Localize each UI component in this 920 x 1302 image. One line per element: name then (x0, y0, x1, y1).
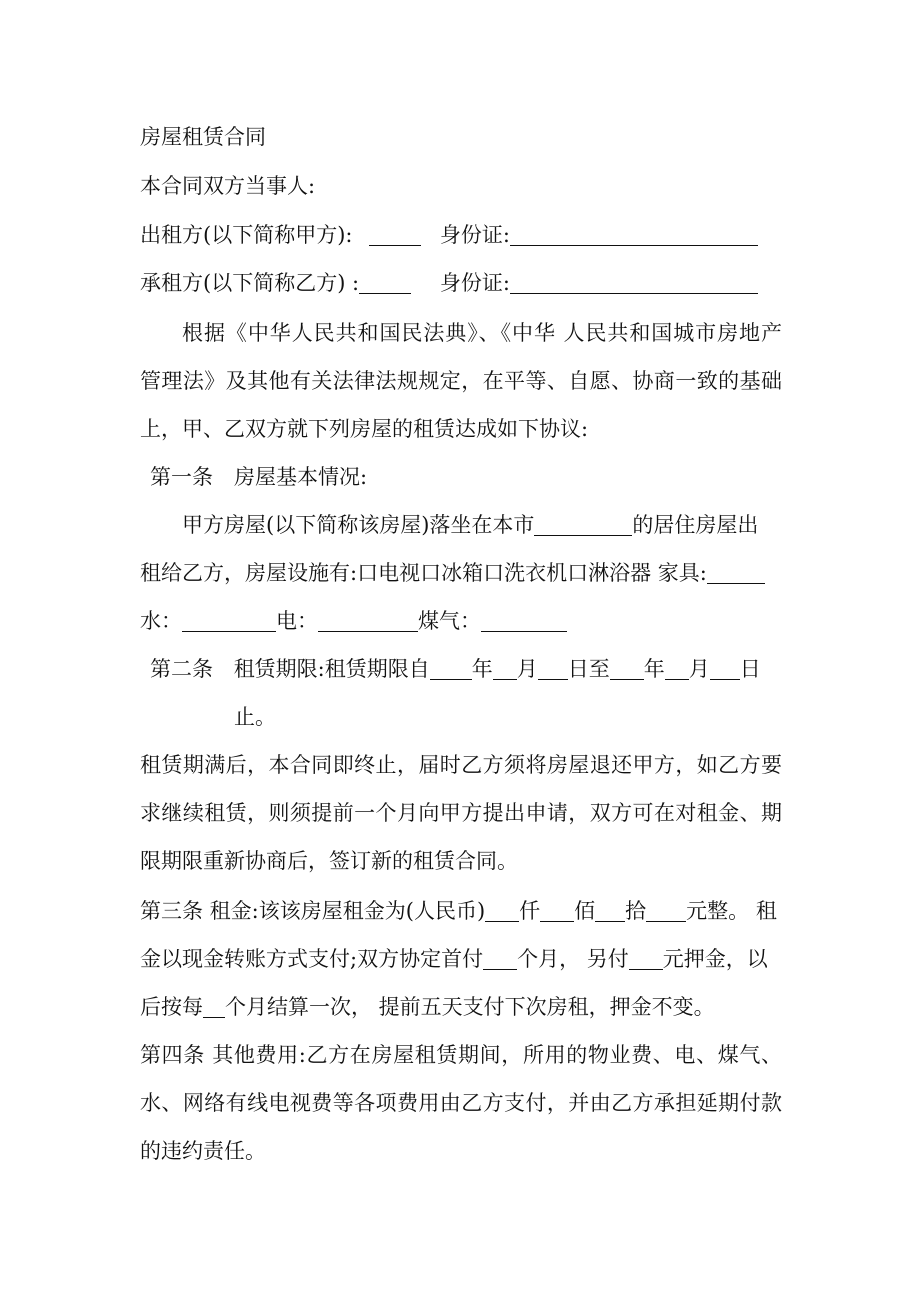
lessor-id-label: 身份证: (439, 223, 510, 247)
gas-label: 煤气： (418, 609, 481, 633)
electricity-blank (318, 609, 418, 632)
article3-settle-text: 后按每 (140, 995, 203, 1019)
gas-blank (481, 609, 567, 632)
lessee-id-blank (510, 271, 758, 294)
article2-period-line (150, 654, 761, 684)
article3-rent-text: 第三条 租金:该该房屋租金为(人民币) (140, 899, 486, 923)
article2-body-line: 限期限重新协商后，签订新的租赁合同。 (140, 849, 518, 873)
article2-heading: 第二条 (150, 657, 213, 681)
end-day-blank (710, 657, 740, 680)
start-year-blank (430, 657, 472, 680)
end-year-blank (610, 657, 644, 680)
lessor-line (140, 220, 758, 250)
bai-unit: 佰 (574, 899, 596, 923)
article1-line3 (140, 606, 567, 636)
article2-period-text: 租赁期限:租赁期限自 (233, 657, 430, 681)
lessee-line (140, 268, 758, 298)
first-payment-months-blank (483, 947, 517, 970)
month-unit: 月 (688, 657, 710, 681)
article4-line: 水、网络有线电视费等各项费用由乙方支付，并由乙方承担延期付款 (140, 1091, 782, 1115)
article3-rent-suffix: 元整。 租 (686, 899, 777, 923)
rent-qian-blank (485, 899, 519, 922)
article4-line: 的违约责任。 (140, 1139, 266, 1163)
lessee-id-label: 身份证: (439, 271, 510, 295)
year-unit: 年 (471, 657, 493, 681)
day-unit: 日 (739, 657, 761, 681)
preamble-line: 管理法》及其他有关法律法规规定，在平等、自愿、协商一致的基础 (140, 369, 782, 393)
end-month-blank (665, 657, 689, 680)
article3-settle-suffix: 个月结算一次， 提前五天支付下次房租，押金不变。 (225, 995, 715, 1019)
settle-months-blank (203, 995, 225, 1018)
rent-bai-blank (540, 899, 574, 922)
article1-facilities-text: 租给乙方，房屋设施有:口电视口冰箱口洗衣机口淋浴器 家具: (140, 561, 707, 585)
rent-shi-blank (595, 899, 625, 922)
parties-intro: 本合同双方当事人: (140, 174, 316, 198)
furniture-blank (707, 561, 765, 584)
document-title: 房屋租赁合同 (140, 125, 266, 149)
article2-body-line: 租赁期满后，本合同即终止，届时乙方须将房屋退还甲方，如乙方要 (140, 753, 782, 777)
article1-location-text: 甲方房屋(以下简称该房屋)落坐在本市 (182, 513, 535, 537)
article3-line2 (140, 944, 768, 974)
lessor-id-blank (510, 223, 758, 246)
year-unit: 年 (643, 657, 665, 681)
article1-heading: 第一条 房屋基本情况: (150, 465, 368, 489)
article4-line: 第四条 其他费用:乙方在房屋租赁期间，所用的物业费、电、煤气、 (140, 1043, 782, 1067)
article3-deposit-suffix: 元押金，以 (662, 947, 768, 971)
electricity-label: 电： (276, 609, 318, 633)
article3-line3 (140, 992, 715, 1022)
water-label: 水： (140, 609, 182, 633)
preamble-line: 根据《中华人民共和国民法典》、《中华 人民共和国城市房地产 (182, 321, 782, 345)
qian-unit: 仟 (519, 899, 541, 923)
article3-deposit-text: 个月， 另付 (517, 947, 629, 971)
lessee-label: 承租方(以下简称乙方) : (140, 271, 360, 295)
article1-location-suffix: 的居住房屋出 (632, 513, 759, 537)
preamble-line: 上，甲、乙双方就下列房屋的租赁达成如下协议: (140, 417, 589, 441)
lessee-name-blank (359, 271, 411, 294)
article2-end: 止。 (234, 705, 276, 729)
lessor-name-blank (369, 223, 421, 246)
deposit-amount-blank (629, 947, 663, 970)
article3-line1 (140, 896, 777, 926)
month-unit: 月 (516, 657, 538, 681)
location-blank (534, 513, 632, 536)
article2-body-line: 求继续租赁，则须提前一个月向甲方提出申请，双方可在对租金、期 (140, 801, 782, 825)
article1-line2 (140, 558, 765, 588)
water-blank (182, 609, 276, 632)
start-month-blank (493, 657, 517, 680)
article3-payment-text: 金以现金转账方式支付;双方协定首付 (140, 947, 484, 971)
lessor-label: 出租方(以下简称甲方): (140, 223, 353, 247)
shi-unit: 拾 (625, 899, 647, 923)
rent-yuan-blank (646, 899, 686, 922)
day-to-unit: 日至 (567, 657, 610, 681)
article1-line1 (182, 510, 758, 540)
start-day-blank (538, 657, 568, 680)
